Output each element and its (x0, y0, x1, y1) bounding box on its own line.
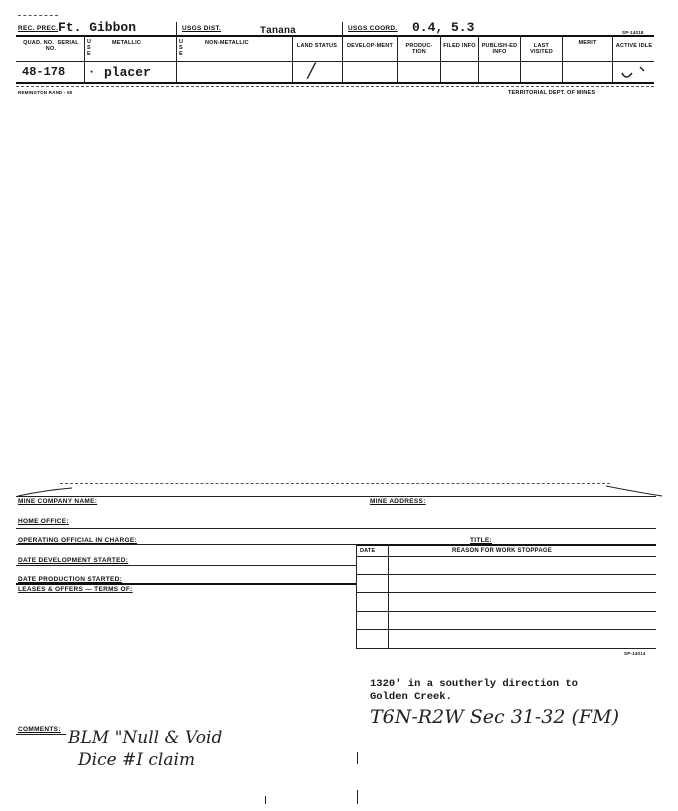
form-number-top: SP-14018 (622, 30, 644, 35)
form-number-bottom: SP-14014 (624, 651, 646, 656)
col-non-metallic: NON-METALLIC (205, 40, 249, 46)
col-use: U S E (87, 39, 92, 57)
col-land-status: LAND STATUS (296, 43, 338, 49)
handwritten-comment-2: Dice #I claim (78, 750, 196, 770)
printer-mark: REMINGTON RAND - 50 (18, 90, 73, 95)
handwritten-comment-1: BLM "Null & Void (68, 728, 223, 748)
usgs-coord-value: 0.4, 5.3 (412, 20, 475, 35)
date-prod-started-label: DATE PRODUCTION STARTED: (18, 576, 123, 583)
title-label: TITLE: (470, 537, 493, 544)
record-land-status-mark: / (308, 58, 315, 82)
date-dev-started-label: DATE DEVELOPMENT STARTED: (18, 557, 129, 564)
col-filed-info: FILED INFO (443, 43, 476, 49)
date-col-header: DATE (360, 548, 376, 554)
territorial-dept: TERRITORIAL DEPT. OF MINES (508, 90, 596, 96)
record-quad-serial: 48-178 (22, 65, 66, 79)
typed-note-line-2: Golden Creek. (370, 691, 452, 703)
col-published-info: PUBLISH-ED INFO (481, 43, 518, 55)
mine-address-label: MINE ADDRESS: (370, 498, 426, 505)
col-development: DEVELOP-MENT (346, 43, 394, 49)
leases-offers-label: LEASES & OFFERS — TERMS OF: (18, 586, 133, 593)
rec-prec-value: Ft. Gibbon (58, 20, 137, 35)
usgs-coord-label: USGS COORD. (348, 25, 398, 32)
usgs-dist-label: USGS DIST. (182, 25, 222, 32)
col-active-idle: ACTIVE IDLE (615, 43, 653, 49)
record-metallic: placer (104, 65, 151, 80)
col-production: PRODUC-TION (405, 43, 433, 55)
col-merit: MERIT (578, 40, 597, 46)
reason-col-header: REASON FOR WORK STOPPAGE (452, 548, 552, 554)
rec-prec-label: REC. PREC. (18, 25, 59, 32)
mine-company-label: MINE COMPANY NAME: (18, 498, 98, 505)
card-top-edge (16, 478, 664, 502)
operating-official-label: OPERATING OFFICIAL IN CHARGE: (18, 537, 137, 544)
comments-label: COMMENTS: (18, 726, 61, 733)
active-idle-mark (618, 63, 650, 83)
col-last-visited: LAST VISITED (530, 43, 553, 55)
col-use-2: U S E (179, 39, 184, 57)
usgs-dist-value: Tanana (260, 26, 297, 37)
col-metallic: METALLIC (112, 40, 141, 46)
typed-note-line-1: 1320' in a southerly direction to (370, 678, 578, 690)
record-use-mark: · (88, 65, 96, 79)
col-quad-serial: QUAD. NO. SERIAL NO. (23, 40, 79, 52)
home-office-label: HOME OFFICE: (18, 518, 69, 525)
handwritten-location: T6N-R2W Sec 31-32 (FM) (370, 706, 619, 728)
